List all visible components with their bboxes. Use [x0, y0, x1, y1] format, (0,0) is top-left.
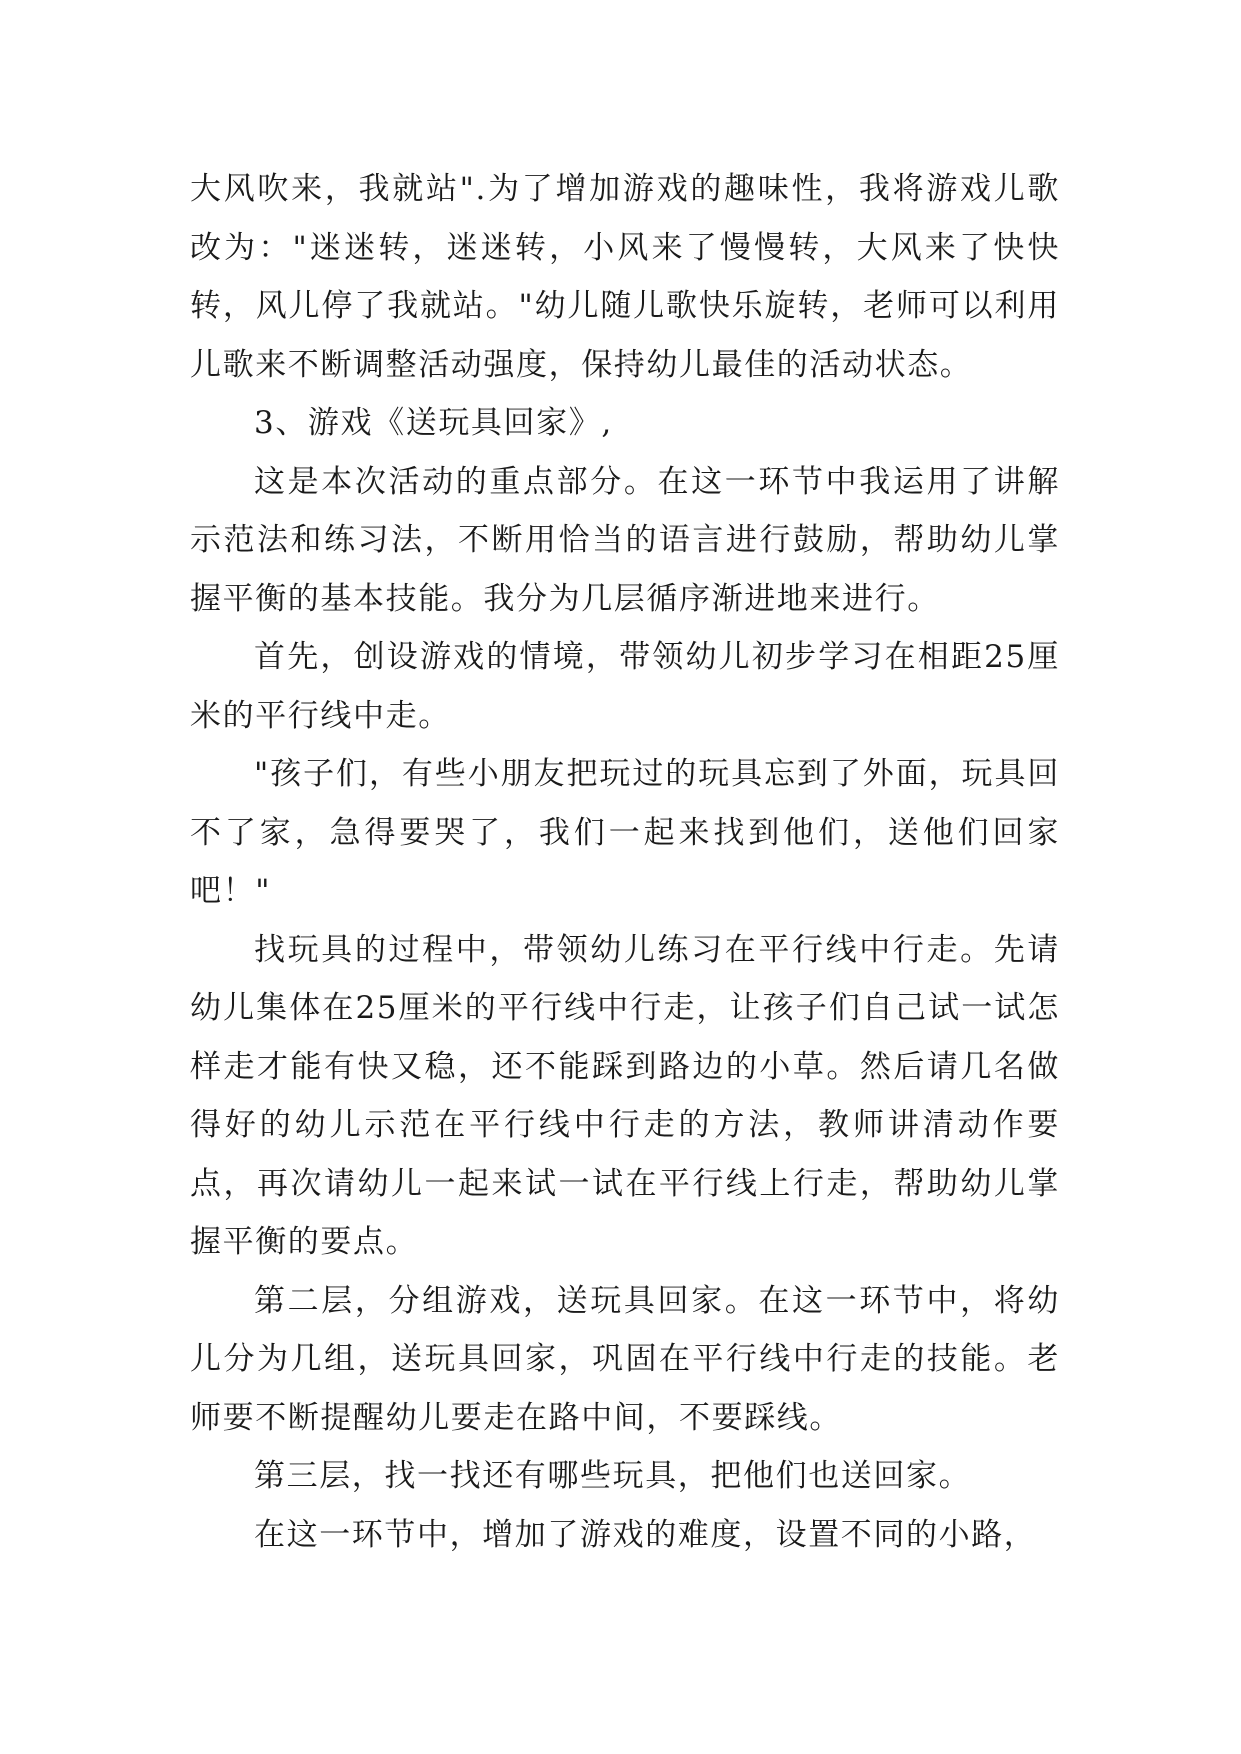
paragraph-3: 这是本次活动的重点部分。在这一环节中我运用了讲解示范法和练习法，不断用恰当的语言进行鼓励，帮助幼儿掌握平衡的基本技能。我分为几层循序渐进地来进行。	[190, 463, 1060, 617]
paragraph-7: 第二层，分组游戏，送玩具回家。在这一环节中，将幼儿分为几组，送玩具回家，巩固在平行线中行走的技能。老师要不断提醒幼儿要走在路中间，不要踩线。	[190, 1282, 1060, 1436]
paragraph-5: "孩子们，有些小朋友把玩过的玩具忘到了外面，玩具回不了家，急得要哭了，我们一起来找到他们，送他们回家吧！"	[190, 756, 1060, 909]
paragraph-6: 找玩具的过程中，带领幼儿练习在平行线中行走。先请幼儿集体在25厘米的平行线中行走，让孩子们自己试一试怎样走才能有快又稳，还不能踩到路边的小草。然后请几名做得好的幼儿示范在平行线中行走的方法，教师讲清动作要点，再次请幼儿一起来试一试在平行线上行走，帮助幼儿掌握平衡的要点。	[190, 931, 1060, 1260]
paragraph-8: 第三层，找一找还有哪些玩具，把他们也送回家。	[254, 1458, 972, 1494]
paragraph-9: 在这一环节中，增加了游戏的难度，设置不同的小路，	[254, 1516, 1037, 1553]
paragraph-4: 首先，创设游戏的情境，带领幼儿初步学习在相距25厘米的平行线中走。	[190, 639, 1060, 734]
body-text	[190, 160, 1060, 1564]
paragraph-2: 3、游戏《送玩具回家》,	[254, 405, 613, 441]
paragraph-1: 大风吹来，我就站".为了增加游戏的趣味性，我将游戏儿歌改为："迷迷转，迷迷转，小风来了慢慢转，大风来了快快转，风儿停了我就站。"幼儿随儿歌快乐旋转，老师可以利用儿歌来不断调整活动强度，保持幼儿最佳的活动状态。	[190, 171, 1060, 383]
